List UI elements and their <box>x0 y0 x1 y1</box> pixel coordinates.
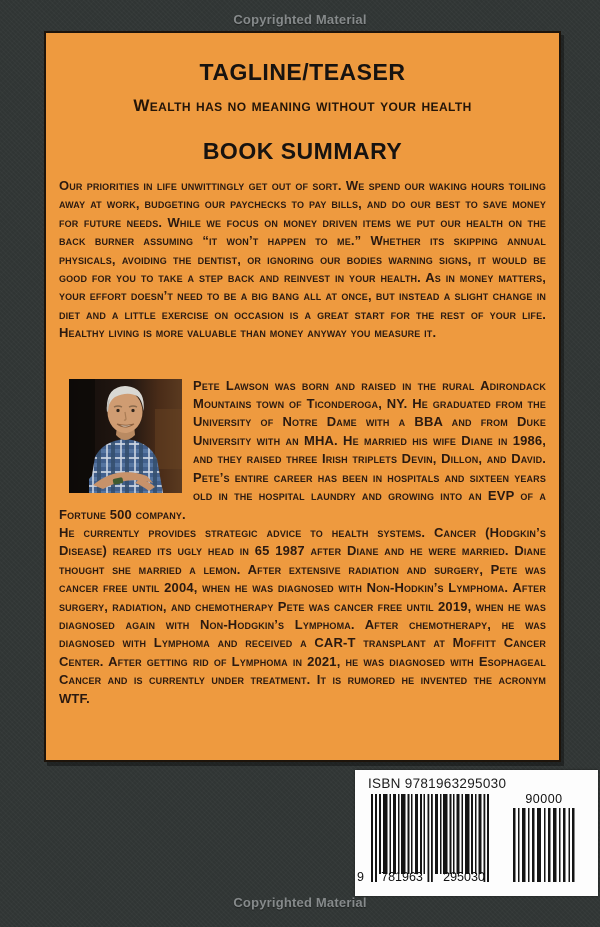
ean13-barcode <box>371 794 489 882</box>
ean-digit-group2: 295030 <box>443 870 485 884</box>
author-photo <box>69 379 182 493</box>
author-bio-section <box>59 377 546 708</box>
ean-digit-group1: 781963 <box>381 870 423 884</box>
tagline-heading: TAGLINE/TEASER <box>199 59 406 85</box>
isbn-barcode-block <box>355 770 598 896</box>
copyright-notice-bottom: Copyrighted Material <box>233 895 367 910</box>
summary-paragraph: Our priorities in life unwittingly get out of sort. We spend our waking hours toiling away at work, budgeting our paychecks to pay bills, and do our best to save money for future needs. While we focus on money driven items we put our health on the back burner assuming “it won’t happen to me.” Whether its skipping annual physicals, avoiding the dentist, or ignoring our bodies warning signs, it would be good for you to take a step back and reinvest in your health. As in money matters, your effort doesn’t need to be a big bang all at once, but instead a slight change in diet and a little exercise on occasion is a great start for the rest of your life. Healthy living is more valuable than money anyway you measure it. <box>59 178 546 341</box>
ean13-digits <box>357 870 503 884</box>
supplement-barcode <box>513 808 575 882</box>
copyright-notice-top: Copyrighted Material <box>233 12 367 27</box>
tagline-text: Wealth has no meaning without your health <box>133 96 472 115</box>
bio-paragraph-2: He currently provides strategic advice to health systems. Cancer (Hodgkin’s Disease) reared its ugly head in 65 1987 after Diane and he were married. Diane thought she married a lemon. After extensive radiation and surgery, Pete was cancer free until 2004, when he was diagnosed with Non-Hodkin’s Lymphoma. After surgery, radiation, and chemotherapy Pete was cancer free until 2019, when he was diagnosed again with Non-Hodgkin’s Lymphoma. After chemotherapy, he was diagnosed with Lymphoma and received a CAR-T transplant at Moffitt Cancer Center. After getting rid of Lymphoma in 2021, he was diagnosed with Esophageal Cancer and is currently under treatment. It is rumored he invented the acronym WTF. <box>59 524 546 706</box>
bio-paragraph-1: Pete Lawson was born and raised in the rural Adirondack Mountains town of Ticonderoga, NY. He graduated from the University of Notre Dame with a BBA and from Duke University with an MHA. He married his wife Diane in 1986, and they raised three Irish triplets Devin, Dillon, and David. Pete’s entire career has been in hospitals and sixteen years old in the hospital laundry and growing into an EVP of a Fortune 500 company. <box>59 377 546 522</box>
isbn-label: ISBN 9781963295030 <box>368 776 507 791</box>
summary-heading: BOOK SUMMARY <box>202 138 403 164</box>
book-back-cover <box>44 31 561 762</box>
supplement-digits: 90000 <box>525 792 563 806</box>
ean-digit-lead: 9 <box>357 870 364 884</box>
